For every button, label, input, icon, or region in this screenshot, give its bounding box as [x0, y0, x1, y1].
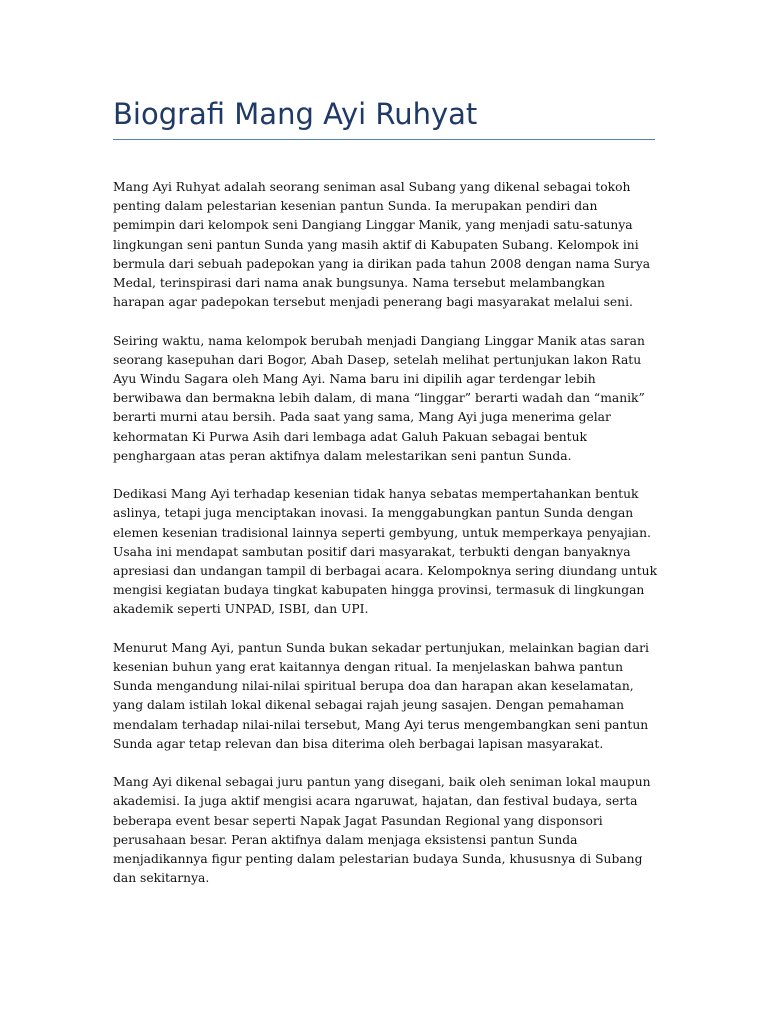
paragraph-2: Seiring waktu, nama kelompok berubah menjadi Dangiang Linggar Manik atas saran seorang kasepuhan dari Bogor, Abah Dasep, setelah melihat pertunjukan lakon Ratu Ayu Windu Sagara oleh Mang Ayi. Nama baru ini dipilih agar terdengar lebih berwibawa dan bermakna lebih dalam, di mana “linggar” berarti wadah dan “manik” berarti murni atau bersih. Pada saat yang sama, Mang Ayi juga menerima gelar kehormatan Ki Purwa Asih dari lembaga adat Galuh Pakuan sebagai bentuk penghargaan atas peran aktifnya dalam melestarikan seni pantun Sunda. [113, 333, 645, 463]
paragraph-5: Mang Ayi dikenal sebagai juru pantun yang disegani, baik oleh seniman lokal maupun akademisi. Ia juga aktif mengisi acara ngaruwat, hajatan, dan festival budaya, serta beberapa event besar seperti Napak Jagat Pasundan Regional yang disponsori perusahaan besar. Peran aktifnya dalam menjaga eksistensi pantun Sunda menjadikannya figur penting dalam pelestarian budaya Sunda, khususnya di Subang dan sekitarnya. [113, 775, 651, 886]
paragraph-1: Mang Ayi Ruhyat adalah seorang seniman asal Subang yang dikenal sebagai tokoh penting dalam pelestarian kesenian pantun Sunda. Ia merupakan pendiri dan pemimpin dari kelompok seni Dangiang Linggar Manik, yang menjadi satu-satunya lingkungan seni pantun Sunda yang masih aktif di Kabupaten Subang. Kelompok ini bermula dari sebuah padepokan yang ia dirikan pada tahun 2008 dengan nama Surya Medal, terinspirasi dari nama anak bungsunya. Nama tersebut melambangkan harapan agar padepokan tersebut menjadi penerang bagi masyarakat melalui seni. [113, 180, 651, 310]
document-body [113, 178, 658, 908]
title-underline [113, 139, 655, 140]
document-title: Biografi Mang Ayi Ruhyat [113, 97, 478, 131]
paragraph-3: Dedikasi Mang Ayi terhadap kesenian tidak hanya sebatas mempertahankan bentuk aslinya, tetapi juga menciptakan inovasi. Ia menggabungkan pantun Sunda dengan elemen kesenian tradisional lainnya seperti gembyung, untuk memperkaya penyajian. Usaha ini mendapat sambutan positif dari masyarakat, terbukti dengan banyaknya apresiasi dan undangan tampil di berbagai acara. Kelompoknya sering diundang untuk mengisi kegiatan budaya tingkat kabupaten hingga provinsi, termasuk di lingkungan akademik seperti UNPAD, ISBI, dan UPI. [113, 487, 658, 617]
paragraph-4: Menurut Mang Ayi, pantun Sunda bukan sekadar pertunjukan, melainkan bagian dari kesenian buhun yang erat kaitannya dengan ritual. Ia menjelaskan bahwa pantun Sunda mengandung nilai-nilai spiritual berupa doa dan harapan akan keselamatan, yang dalam istilah lokal dikenal sebagai rajah jeung sasajen. Dengan pemahaman mendalam terhadap nilai-nilai tersebut, Mang Ayi terus mengembangkan seni pantun Sunda agar tetap relevan dan bisa diterima oleh berbagai lapisan masyarakat. [113, 640, 649, 751]
